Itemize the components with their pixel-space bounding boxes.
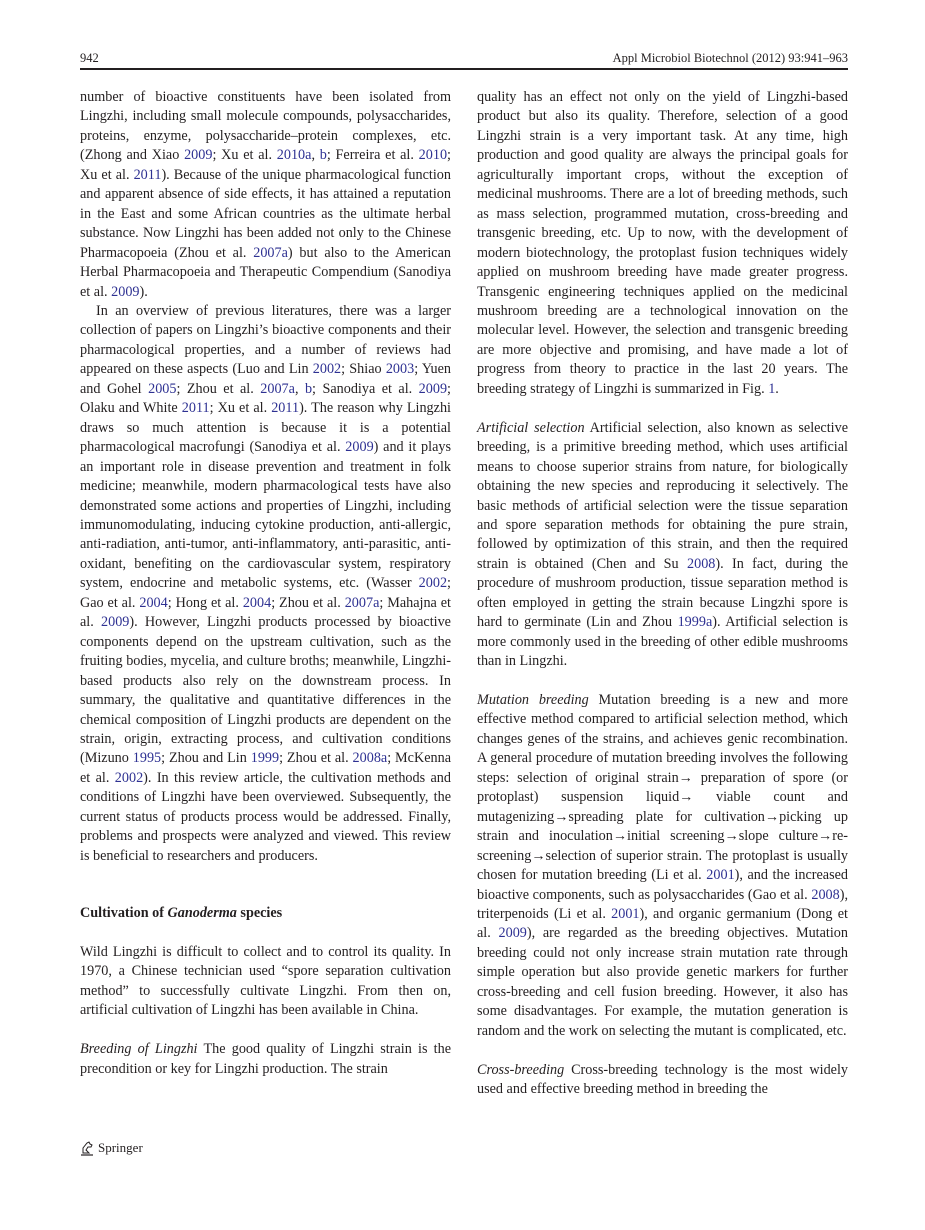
- run-in-heading: Breeding of Lingzhi: [80, 1041, 198, 1058]
- running-header: [80, 50, 848, 70]
- run-in-heading: Cross-breeding: [477, 1061, 565, 1078]
- citation-link[interactable]: 2001: [611, 906, 640, 922]
- citation-link[interactable]: 2011: [181, 400, 210, 417]
- citation-link[interactable]: 2007a: [253, 244, 288, 261]
- citation-link[interactable]: 2009: [418, 380, 448, 397]
- citation-link[interactable]: 2010a: [276, 147, 312, 164]
- paragraph: number of bioactive constituents have been isolated from Lingzhi, including small molecule compounds, polysaccharides, proteins, enzyme, polysaccharide–protein complexes, etc. (Zhong and Xiao 2009; Xu et al. 2010a, b; Ferreira et al. 2010; Xu et al. 2011). Because of the unique pharmacological function and apparent absence of side effects, it has attained a reputation in the East and some African countries as the ultimate herbal substance. Now Lingzhi has been added not only to the Chinese Pharmacopoeia (Zhou et al. 2007a) but also to the American Herbal Pharmacopoeia and Therapeutic Compendium (Sanodiya et al. 2009).: [80, 89, 451, 300]
- journal-reference: Appl Microbiol Biotechnol (2012) 93:941–963: [612, 51, 848, 65]
- publisher-name: Springer: [98, 1140, 143, 1155]
- citation-link[interactable]: 2007a: [260, 380, 295, 397]
- paragraph: Artificial selection Artificial selection, also known as selective breeding, is a primitive breeding method, which uses artificial means to choose superior strains from nature, for biologically obtaining the new species and reproducing it selectively. The basic methods of artificial selection were the tissue separation and spore separation methods for obtaining the pure strain, followed by optimization of this strain, and then the required strain is obtained (Chen and Su 2008). In fact, during the procedure of mushroom production, tissue separation method is often employed in getting the strain because Lingzhi spore is hard to germinate (Lin and Zhou 1999a). Artificial selection is more commonly used in the breeding of other edible mushrooms than in Lingzhi.: [477, 419, 849, 670]
- citation-link[interactable]: 2004: [139, 594, 168, 611]
- citation-link[interactable]: 2009: [184, 147, 213, 164]
- citation-link[interactable]: 1999a: [677, 614, 713, 631]
- header-rule: [80, 68, 848, 70]
- citation-link[interactable]: 2008: [687, 555, 716, 572]
- citation-link[interactable]: 2002: [312, 361, 342, 378]
- citation-link[interactable]: 2001: [706, 867, 735, 884]
- citation-link[interactable]: 1: [768, 380, 776, 397]
- run-in-heading: Artificial selection: [477, 419, 585, 436]
- section-heading: Cultivation of Ganoderma species: [80, 905, 283, 922]
- citation-link[interactable]: 2010: [418, 147, 448, 164]
- citation-link[interactable]: 2008a: [352, 750, 388, 767]
- citation-link[interactable]: 2005: [148, 380, 177, 397]
- citation-link[interactable]: 2002: [418, 575, 448, 592]
- paragraph: quality has an effect not only on the yield of Lingzhi-based product but also its quality. Therefore, selection of a good Lingzhi strain is a very important task. At any time, high production and good quality are always the principal goals for agriculturally important crops, without the exception of medicinal mushrooms. There are a lot of breeding methods, such as mass selection, programmed mutation, cross-breeding and transgenic breeding, etc. Up to now, with the development of modern biotechnology, the protoplast fusion techniques widely applied on mushroom breeding have made greater progress. Transgenic engineering techniques applied on the medicinal mushroom breeding are a technological innovation on the molecular level. However, the selection and transgenic breeding are more objective and promising, and have made a lot of progress from theory to practice in the last 20 years. The breeding strategy of Lingzhi is summarized in Fig. 1.: [477, 89, 848, 397]
- citation-link[interactable]: 2008: [811, 886, 840, 903]
- citation-link[interactable]: 2002: [114, 769, 144, 786]
- citation-link[interactable]: 2011: [271, 400, 300, 417]
- paragraph: In an overview of previous literatures, there was a larger collection of papers on Lingzhi’s bioactive components and their pharmacological properties, and a number of reviews had appeared on these aspects (Luo and Lin 2002; Shiao 2003; Yuen and Gohel 2005; Zhou et al. 2007a, b; Sanodiya et al. 2009; Olaku and White 2011; Xu et al. 2011). The reason why Lingzhi draws so much attention is because it is a potential pharmacological macrofungi (Sanodiya et al. 2009) and it plays an important role in disease prevention and treatment in folk medicine; meanwhile, modern pharmacological tests have also demonstrated some actions and properties of Lingzhi, including immunomodulating, inducing cytokine production, anti-allergic, anti-radiation, anti-tumor, anti-inflammatory, anti-parasitic, anti-oxidant, benefiting on the cardiovascular system, respiratory system, endocrine and metabolic systems, etc. (Wasser 2002; Gao et al. 2004; Hong et al. 2004; Zhou et al. 2007a; Mahajna et al. 2009). However, Lingzhi products processed by bioactive components depend on the upstream cultivation, such as the fruiting bodies, mycelia, and culture broths; meanwhile, Lingzhi-based products also rely on the downstream process. In summary, the qualitative and quantitative differences in the chemical composition of Lingzhi products are dependent on the strain, origin, extracting process, and cultivation conditions (Mizuno 1995; Zhou and Lin 1999; Zhou et al. 2008a; McKenna et al. 2002). In this review article, the cultivation methods and conditions of Lingzhi have been overviewed. Subsequently, the current status of products process would be addressed. Finally, problems and prospects were analyzed and viewed. This review is beneficial to researchers and producers.: [80, 302, 451, 864]
- citation-link[interactable]: b: [319, 147, 327, 164]
- paragraph: Cross-breeding Cross-breeding technology is the most widely used and effective breeding method in breeding the: [477, 1061, 848, 1098]
- paragraph: Mutation breeding Mutation breeding is a new and more effective method compared to artificial selection method, which changes genes of the strains, and achieves genic recombination. A general procedure of mutation breeding involves the following steps: selection of original strain→ preparation of spore (or protoplast) suspension liquid→ viable count and mutagenizing→spreading plate for cultivation→picking up strain and inoculation→initial screening→slope culture→re-screening→selection of superior strain. The protoplast is usually chosen for mutation breeding (Li et al. 2001), and the increased bioactive components, such as polysaccharides (Gao et al. 2008), triterpenoids (Li et al. 2001), and organic germanium (Dong et al. 2009), are regarded as the breeding objectives. Mutation breeding could not only increase strain mutation rate through simple operation but also provide genetic markers for further cross-breeding and cell fusion breeding. However, it also has some disadvantages. For example, the mutation generation is random and the work on selecting the mutant is complicated, etc.: [477, 692, 849, 1039]
- paragraph: Wild Lingzhi is difficult to collect and to control its quality. In 1970, a Chinese technician used “spore separation cultivation method” to successfully cultivate Lingzhi. From then on, artificial cultivation of Lingzhi has been available in China.: [80, 944, 451, 1019]
- citation-link[interactable]: 2009: [345, 439, 374, 456]
- publisher-footer: [80, 1140, 143, 1156]
- right-column: [477, 88, 848, 1100]
- citation-link[interactable]: 2007a: [344, 594, 380, 611]
- left-column: [80, 88, 451, 1079]
- citation-link[interactable]: 2009: [498, 925, 527, 942]
- citation-link[interactable]: 1995: [132, 750, 162, 767]
- citation-link[interactable]: 2004: [242, 594, 272, 611]
- page-number: 942: [80, 51, 99, 65]
- citation-link[interactable]: 2011: [133, 166, 162, 183]
- citation-link[interactable]: b: [304, 380, 313, 397]
- run-in-heading: Mutation breeding: [477, 692, 589, 709]
- citation-link[interactable]: 1999: [250, 750, 280, 767]
- paragraph: Breeding of Lingzhi The good quality of Lingzhi strain is the precondition or key for Lingzhi production. The strain: [80, 1041, 452, 1077]
- citation-link[interactable]: 2009: [111, 283, 140, 300]
- citation-link[interactable]: 2009: [101, 614, 130, 631]
- springer-horse-icon: [80, 1140, 95, 1156]
- citation-link[interactable]: 2003: [385, 361, 415, 378]
